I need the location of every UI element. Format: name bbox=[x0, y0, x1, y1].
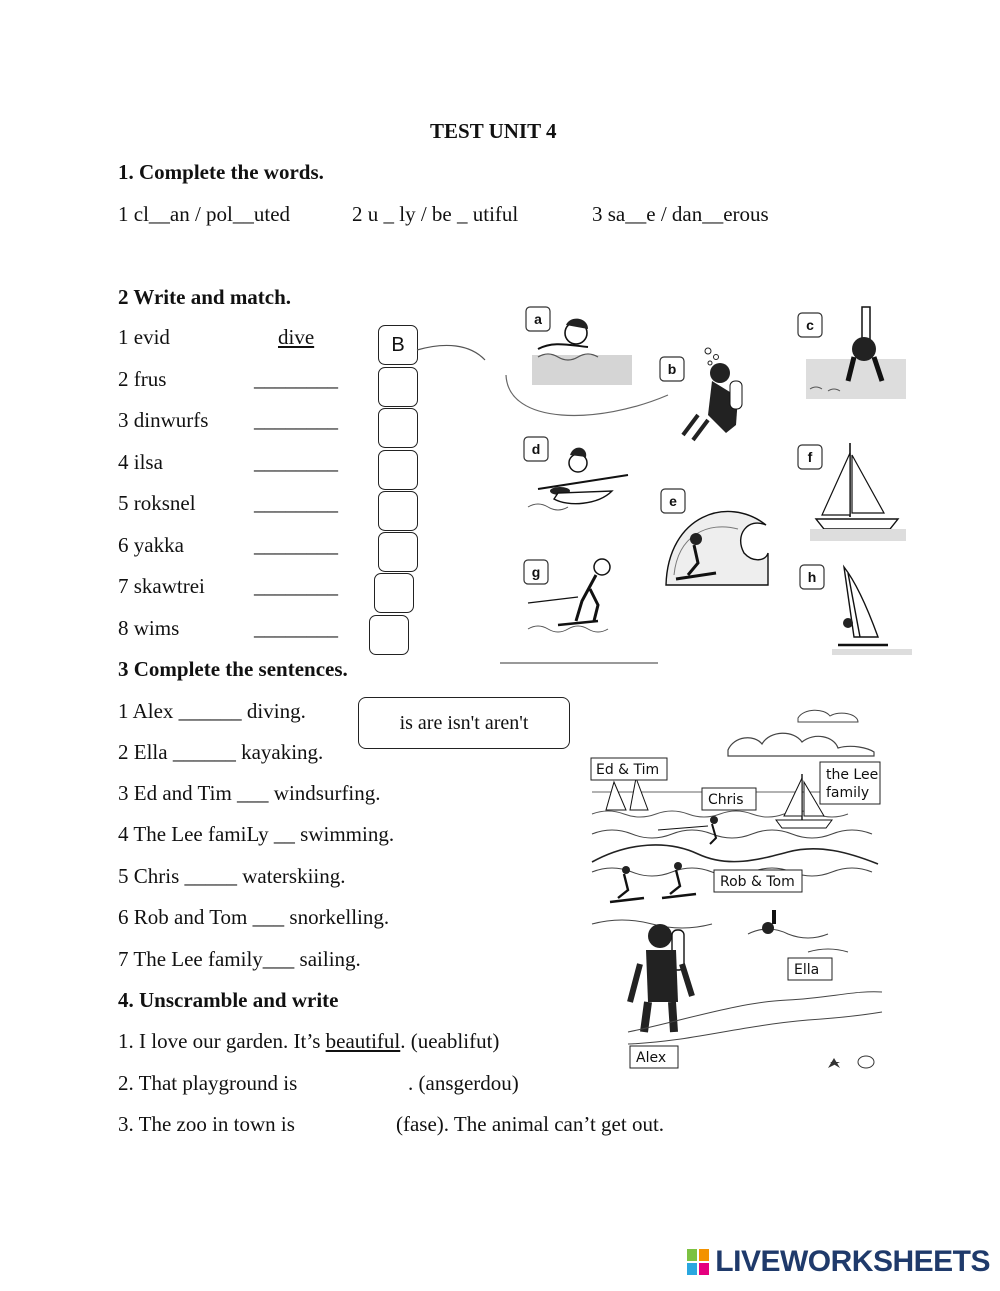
liveworksheets-logo bbox=[687, 1245, 990, 1279]
scene-label-alex bbox=[630, 1046, 678, 1068]
picture-letter-e: e bbox=[669, 493, 677, 509]
match-box-8[interactable] bbox=[369, 615, 409, 655]
unscramble-1-answer: beautiful bbox=[325, 1029, 401, 1053]
section1-heading: 1. Complete the words. bbox=[118, 160, 324, 184]
picture-letter-f: f bbox=[807, 449, 813, 465]
match-box-7[interactable] bbox=[374, 573, 414, 613]
picture-letter-a: a bbox=[534, 311, 542, 327]
picture-letter-d: d bbox=[531, 441, 541, 457]
match-word-5: 5 roksnel bbox=[118, 491, 196, 515]
match-word-8: 8 wims bbox=[118, 616, 180, 640]
scene-label-rob-tom bbox=[714, 870, 802, 892]
word-box bbox=[358, 697, 570, 749]
picture-letter-c: c bbox=[806, 317, 814, 333]
section2-heading: 2 Write and match. bbox=[118, 285, 292, 309]
picture-letter-g: g bbox=[531, 564, 541, 580]
match-answer-8[interactable]: ________ bbox=[254, 616, 338, 640]
match-box-2[interactable] bbox=[378, 367, 418, 407]
match-word-2: 2 frus bbox=[118, 367, 167, 391]
word-box-text: is are isn't aren't bbox=[399, 711, 529, 734]
scene-label-lee-family bbox=[820, 762, 880, 804]
match-box-6[interactable] bbox=[378, 532, 418, 572]
sentence-1[interactable]: 1 Alex ______ diving. bbox=[118, 699, 306, 723]
scene-label-chris bbox=[702, 788, 756, 810]
match-word-7: 7 skawtrei bbox=[118, 574, 205, 598]
match-word-1: 1 evid bbox=[118, 325, 170, 349]
liveworksheets-logo-text: LIVEWORKSHEETS bbox=[715, 1245, 990, 1278]
scene-label-ed-tim bbox=[591, 758, 667, 780]
picture-letter-h: h bbox=[807, 569, 817, 585]
match-box-3[interactable] bbox=[378, 408, 418, 448]
unscramble-3-input[interactable] bbox=[316, 1112, 394, 1134]
picture-h-windsurfing bbox=[800, 565, 912, 655]
match-word-3: 3 dinwurfs bbox=[118, 408, 209, 432]
scene-label-ella bbox=[788, 958, 832, 980]
picture-e-surfing bbox=[661, 489, 768, 585]
unscramble-2-input[interactable] bbox=[322, 1071, 406, 1093]
match-box-4[interactable] bbox=[378, 450, 418, 490]
unscramble-2-pre: 2. That playground is bbox=[118, 1071, 298, 1095]
picture-g-waterskiing bbox=[524, 559, 610, 632]
match-box-1[interactable]: B bbox=[378, 325, 418, 365]
match-answer-7[interactable]: ________ bbox=[254, 574, 338, 598]
sentence-7[interactable]: 7 The Lee family___ sailing. bbox=[118, 947, 361, 971]
match-word-6: 6 yakka bbox=[118, 533, 184, 557]
unscramble-1-post: . (ueablifut) bbox=[400, 1029, 500, 1053]
svg-text:Rob & Tom: Rob & Tom bbox=[720, 874, 795, 890]
match-answer-6[interactable]: ________ bbox=[254, 533, 338, 557]
picture-f-sailing bbox=[798, 443, 906, 541]
sentence-2[interactable]: 2 Ella ______ kayaking. bbox=[118, 740, 324, 764]
liveworksheets-logo-icon bbox=[687, 1249, 709, 1275]
section1-item-1: 1 cl__an / pol__uted bbox=[118, 202, 291, 226]
section1-item-2: 2 u _ ly / be _ utiful bbox=[352, 202, 519, 226]
sentence-6[interactable]: 6 Rob and Tom ___ snorkelling. bbox=[118, 905, 390, 929]
match-answer-3[interactable]: ________ bbox=[254, 408, 338, 432]
picture-letter-b: b bbox=[667, 361, 677, 377]
svg-text:Ella: Ella bbox=[794, 962, 820, 978]
picture-d-kayaking bbox=[524, 437, 628, 510]
unscramble-3-pre: 3. The zoo in town is bbox=[118, 1112, 295, 1136]
match-box-5[interactable] bbox=[378, 491, 418, 531]
match-answer-5[interactable]: ________ bbox=[254, 491, 338, 515]
picture-b-diving bbox=[660, 348, 742, 440]
unscramble-1 bbox=[118, 1029, 499, 1054]
unscramble-1-pre: 1. I love our garden. It’s bbox=[118, 1029, 326, 1053]
match-word-4: 4 ilsa bbox=[118, 450, 163, 474]
match-answer-1: dive bbox=[278, 325, 315, 349]
svg-text:Ed & Tim: Ed & Tim bbox=[596, 762, 660, 778]
sentence-5[interactable]: 5 Chris _____ waterskiing. bbox=[118, 864, 346, 888]
section3-heading: 3 Complete the sentences. bbox=[118, 657, 348, 681]
unscramble-3-post: (fase). The animal can’t get out. bbox=[396, 1112, 665, 1136]
section1-item-3: 3 sa__e / dan__erous bbox=[592, 202, 769, 226]
page-title: TEST UNIT 4 bbox=[430, 119, 557, 143]
water-sports-pictures bbox=[498, 285, 918, 670]
section4-heading: 4. Unscramble and write bbox=[118, 988, 339, 1012]
match-answer-4[interactable]: ________ bbox=[254, 450, 338, 474]
svg-text:the Lee: the Lee bbox=[826, 767, 879, 783]
sentence-3[interactable]: 3 Ed and Tim ___ windsurfing. bbox=[118, 781, 381, 805]
svg-text:family: family bbox=[826, 785, 870, 801]
picture-c-snorkelling bbox=[798, 307, 906, 399]
sentence-4[interactable]: 4 The Lee famiLy __ swimming. bbox=[118, 822, 395, 846]
unscramble-2-post: . (ansgerdou) bbox=[408, 1071, 519, 1095]
svg-text:Alex: Alex bbox=[636, 1050, 667, 1066]
picture-a-swimming bbox=[526, 307, 632, 385]
match-answer-2[interactable]: ________ bbox=[254, 367, 338, 391]
beach-scene bbox=[588, 702, 888, 1082]
svg-text:Chris: Chris bbox=[708, 792, 744, 808]
